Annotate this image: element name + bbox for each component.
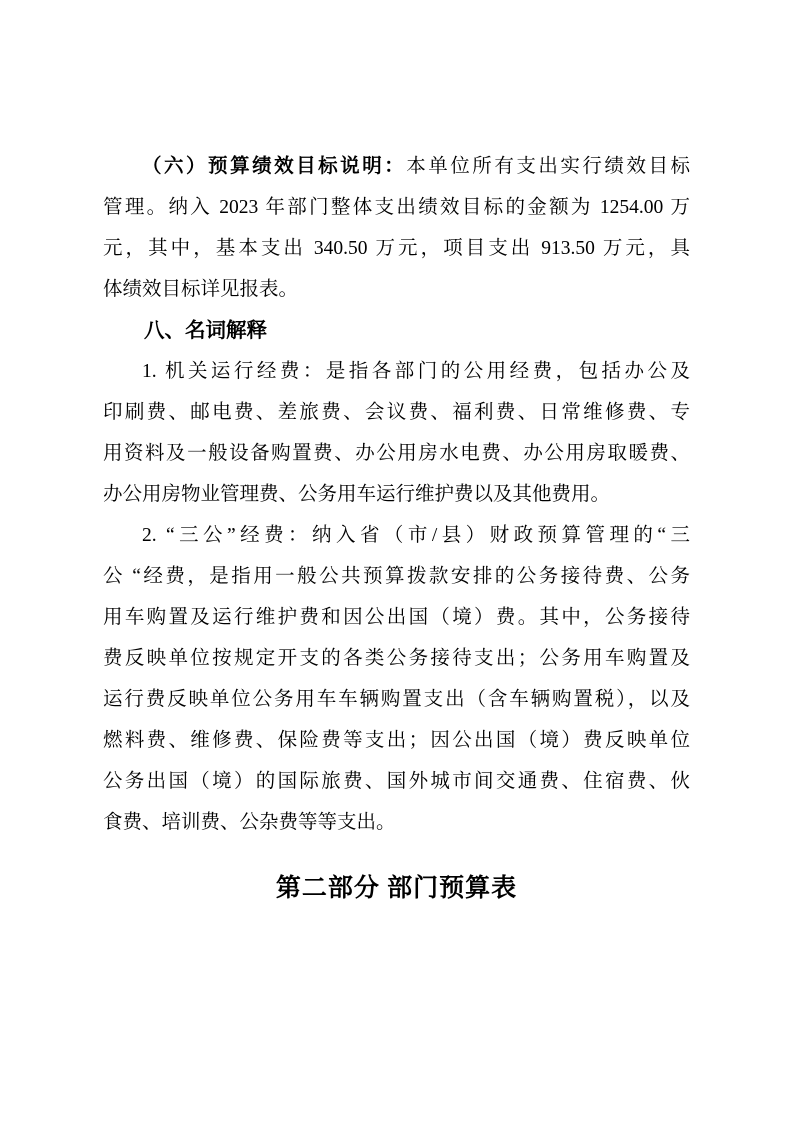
text-line: 燃料费、维修费、保险费等支出；因公出国（境）费反映单位	[103, 730, 690, 751]
part2-title: 第二部分 部门预算表	[275, 875, 518, 902]
text-line: 食费、培训费、公杂费等等支出。	[103, 812, 396, 833]
text-line	[103, 146, 690, 187]
text-line: 元，其中，基本支出 340.50 万元，项目支出 913.50 万元，具	[103, 238, 690, 259]
paragraph-lead-rest: 本单位所有支出实行绩效目标	[406, 156, 690, 177]
text-line: 费反映单位按规定开支的各类公务接待支出；公务用车购置及	[103, 648, 690, 669]
paragraph-budget-performance-goals	[103, 146, 690, 310]
text-line: 用车购置及运行维护费和因公出国（境）费。其中，公务接待	[103, 607, 690, 628]
text-line: 体绩效目标详见报表。	[103, 279, 299, 300]
text-line: 运行费反映单位公务用车车辆购置支出（含车辆购置税），以及	[103, 689, 690, 710]
page-content	[103, 146, 690, 915]
paragraph-lead-label: （六）预算绩效目标说明：	[142, 156, 407, 177]
text-line: 公务出国（境）的国际旅费、国外城市间交通费、住宿费、伙	[103, 771, 690, 792]
text-line: 管理。纳入 2023 年部门整体支出绩效目标的金额为 1254.00 万	[103, 197, 690, 218]
text-line: 公 “经费，是指用一般公共预算拨款安排的公务接待费、公务	[103, 566, 690, 587]
text-line: 印刷费、邮电费、差旅费、会议费、福利费、日常维修费、专	[103, 402, 690, 423]
text-line: 2. “三公”经费：纳入省（市/县）财政预算管理的“三	[142, 525, 690, 546]
paragraph-three-public-funds	[103, 515, 690, 843]
text-line: 用资料及一般设备购置费、办公用房水电费、办公用房取暖费、	[103, 443, 690, 464]
text-line: 1. 机关运行经费：是指各部门的公用经费，包括办公及	[142, 361, 690, 382]
text-line: 办公用房物业管理费、公务用车运行维护费以及其他费用。	[103, 484, 611, 505]
section-heading-glossary: 八、名词解释	[144, 319, 267, 342]
paragraph-agency-operating-funds	[103, 351, 690, 515]
